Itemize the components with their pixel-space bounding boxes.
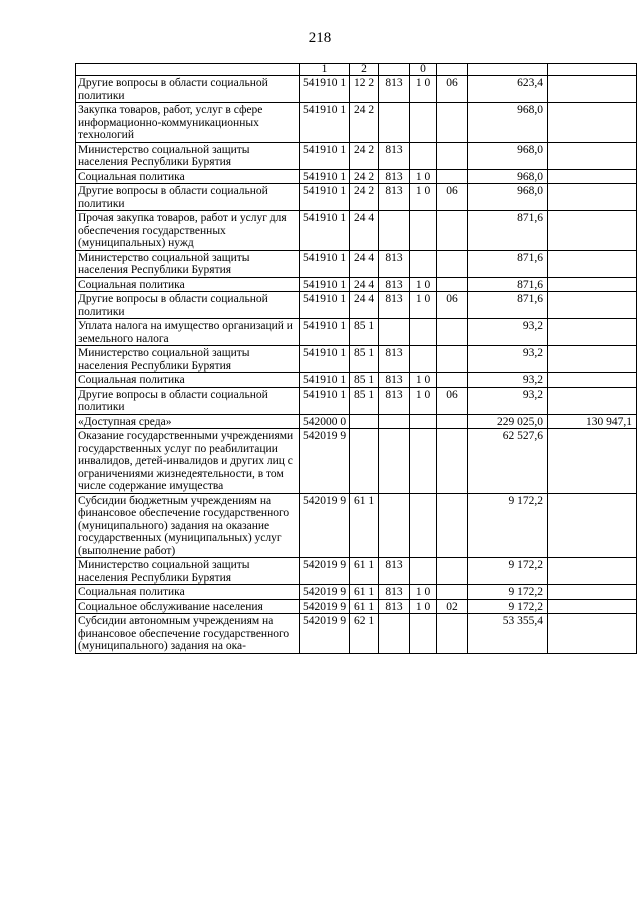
cell-amount: 968,0 xyxy=(468,142,548,169)
cell-administrator-code: 813 xyxy=(379,346,410,373)
cell-subsection xyxy=(437,142,468,169)
cell-amount-2 xyxy=(548,493,637,558)
cell-expense-type: 61 1 xyxy=(350,599,379,614)
table-row xyxy=(76,319,637,346)
cell-name: Уплата налога на имущество организаций и земельного налога xyxy=(76,319,300,346)
cell-section xyxy=(410,558,437,585)
cell-administrator-code xyxy=(379,429,410,494)
cell-target-article: 541910 1 xyxy=(300,184,350,211)
cell-administrator-code: 813 xyxy=(379,142,410,169)
table-row xyxy=(76,142,637,169)
cell-name: Социальная политика xyxy=(76,277,300,292)
cell-name: Субсидии бюджетным учреждениям на финансовое обеспечение государственного (муниципального) задания на оказание государственных (муниципальных) услуг (выполнение работ) xyxy=(76,493,300,558)
cell-section: 1 0 xyxy=(410,585,437,600)
cell-amount-2 xyxy=(548,614,637,654)
cell-expense-type: 24 4 xyxy=(350,211,379,251)
table-row xyxy=(76,76,637,103)
cell-name: Министерство социальной защиты населения Республики Бурятия xyxy=(76,250,300,277)
cell-administrator-code: 813 xyxy=(379,387,410,414)
cell-subsection: 06 xyxy=(437,184,468,211)
cell-expense-type: 85 1 xyxy=(350,373,379,388)
cell-target-article: 542019 9 xyxy=(300,599,350,614)
cell-target-article: 541910 1 xyxy=(300,319,350,346)
cell-subsection xyxy=(437,429,468,494)
cell-amount: 9 172,2 xyxy=(468,558,548,585)
cell-target-article: 541910 1 xyxy=(300,346,350,373)
table-row xyxy=(76,277,637,292)
cell-target-article: 541910 1 xyxy=(300,76,350,103)
header-cell-csr: 1 xyxy=(300,64,350,76)
cell-administrator-code: 813 xyxy=(379,76,410,103)
cell-amount: 9 172,2 xyxy=(468,493,548,558)
cell-amount-2 xyxy=(548,429,637,494)
cell-expense-type xyxy=(350,429,379,494)
cell-administrator-code: 813 xyxy=(379,585,410,600)
cell-section: 1 0 xyxy=(410,76,437,103)
cell-amount: 9 172,2 xyxy=(468,599,548,614)
cell-expense-type: 24 4 xyxy=(350,292,379,319)
cell-amount-2 xyxy=(548,184,637,211)
cell-administrator-code xyxy=(379,103,410,143)
cell-subsection xyxy=(437,414,468,429)
cell-name: Другие вопросы в области социальной политики xyxy=(76,387,300,414)
cell-amount-2: 130 947,1 xyxy=(548,414,637,429)
cell-name: Другие вопросы в области социальной политики xyxy=(76,184,300,211)
cell-name: Министерство социальной защиты населения Республики Бурятия xyxy=(76,346,300,373)
header-cell-pr xyxy=(437,64,468,76)
cell-expense-type: 85 1 xyxy=(350,319,379,346)
cell-subsection xyxy=(437,373,468,388)
cell-amount-2 xyxy=(548,103,637,143)
table-row xyxy=(76,211,637,251)
cell-subsection xyxy=(437,250,468,277)
cell-name: Другие вопросы в области социальной политики xyxy=(76,76,300,103)
cell-section: 1 0 xyxy=(410,169,437,184)
cell-administrator-code xyxy=(379,211,410,251)
cell-name: Закупка товаров, работ, услуг в сфере информационно-коммуникационных технологий xyxy=(76,103,300,143)
cell-administrator-code: 813 xyxy=(379,373,410,388)
header-row xyxy=(76,64,637,76)
table-row xyxy=(76,493,637,558)
cell-administrator-code xyxy=(379,414,410,429)
cell-section: 1 0 xyxy=(410,277,437,292)
cell-target-article: 541910 1 xyxy=(300,142,350,169)
cell-amount-2 xyxy=(548,142,637,169)
cell-target-article: 541910 1 xyxy=(300,250,350,277)
cell-section xyxy=(410,346,437,373)
cell-section: 1 0 xyxy=(410,373,437,388)
cell-amount: 93,2 xyxy=(468,387,548,414)
table-row xyxy=(76,250,637,277)
cell-amount-2 xyxy=(548,585,637,600)
cell-expense-type: 62 1 xyxy=(350,614,379,654)
budget-table xyxy=(75,63,637,654)
cell-amount-2 xyxy=(548,319,637,346)
header-cell-sum1 xyxy=(468,64,548,76)
cell-amount-2 xyxy=(548,250,637,277)
table-row xyxy=(76,414,637,429)
cell-expense-type: 61 1 xyxy=(350,585,379,600)
cell-administrator-code: 813 xyxy=(379,169,410,184)
cell-subsection xyxy=(437,585,468,600)
cell-target-article: 542019 9 xyxy=(300,614,350,654)
cell-target-article: 541910 1 xyxy=(300,387,350,414)
cell-name: Прочая закупка товаров, работ и услуг для обеспечения государственных (муниципальных) нужд xyxy=(76,211,300,251)
header-cell-name xyxy=(76,64,300,76)
table-row xyxy=(76,599,637,614)
cell-administrator-code: 813 xyxy=(379,599,410,614)
table-row xyxy=(76,614,637,654)
cell-subsection xyxy=(437,103,468,143)
cell-amount-2 xyxy=(548,292,637,319)
cell-target-article: 541910 1 xyxy=(300,277,350,292)
cell-amount-2 xyxy=(548,169,637,184)
cell-expense-type: 24 2 xyxy=(350,103,379,143)
cell-administrator-code: 813 xyxy=(379,250,410,277)
cell-name: Социальная политика xyxy=(76,169,300,184)
cell-administrator-code xyxy=(379,614,410,654)
cell-subsection xyxy=(437,211,468,251)
cell-subsection xyxy=(437,493,468,558)
cell-amount-2 xyxy=(548,558,637,585)
table-row xyxy=(76,373,637,388)
cell-expense-type: 61 1 xyxy=(350,558,379,585)
page-number: 218 xyxy=(308,30,332,46)
cell-subsection xyxy=(437,319,468,346)
cell-subsection: 06 xyxy=(437,76,468,103)
cell-section xyxy=(410,429,437,494)
cell-section xyxy=(410,211,437,251)
cell-subsection xyxy=(437,614,468,654)
cell-section xyxy=(410,250,437,277)
table-row xyxy=(76,184,637,211)
cell-target-article: 541910 1 xyxy=(300,373,350,388)
cell-name: Социальная политика xyxy=(76,585,300,600)
cell-name: Субсидии автономным учреждениям на финансовое обеспечение государственного (муниципального) задания на ока- xyxy=(76,614,300,654)
cell-amount: 871,6 xyxy=(468,292,548,319)
cell-section: 1 0 xyxy=(410,387,437,414)
cell-target-article: 542000 0 xyxy=(300,414,350,429)
cell-target-article: 542019 9 xyxy=(300,493,350,558)
cell-amount: 229 025,0 xyxy=(468,414,548,429)
cell-section xyxy=(410,103,437,143)
cell-name: Министерство социальной защиты населения Республики Бурятия xyxy=(76,558,300,585)
cell-amount: 623,4 xyxy=(468,76,548,103)
cell-expense-type: 12 2 xyxy=(350,76,379,103)
cell-section xyxy=(410,614,437,654)
cell-target-article: 542019 9 xyxy=(300,558,350,585)
cell-amount: 62 527,6 xyxy=(468,429,548,494)
cell-amount-2 xyxy=(548,346,637,373)
header-cell-rz: 0 xyxy=(410,64,437,76)
cell-target-article: 541910 1 xyxy=(300,103,350,143)
cell-amount: 871,6 xyxy=(468,211,548,251)
table-row xyxy=(76,346,637,373)
cell-name: «Доступная среда» xyxy=(76,414,300,429)
cell-expense-type: 24 4 xyxy=(350,277,379,292)
table-row xyxy=(76,429,637,494)
cell-target-article: 541910 1 xyxy=(300,169,350,184)
cell-administrator-code: 813 xyxy=(379,558,410,585)
cell-amount: 53 355,4 xyxy=(468,614,548,654)
cell-target-article: 542019 9 xyxy=(300,585,350,600)
cell-amount-2 xyxy=(548,211,637,251)
cell-subsection xyxy=(437,346,468,373)
cell-expense-type xyxy=(350,414,379,429)
cell-amount-2 xyxy=(548,76,637,103)
cell-name: Министерство социальной защиты населения Республики Бурятия xyxy=(76,142,300,169)
cell-name: Оказание государственными учреждениями государственных услуг по реабилитации инвалидов, детей-инвалидов и других лиц с ограничениями жизнедеятельности, в том числе содержание имущества xyxy=(76,429,300,494)
table-row xyxy=(76,558,637,585)
cell-administrator-code: 813 xyxy=(379,292,410,319)
cell-section: 1 0 xyxy=(410,599,437,614)
cell-target-article: 541910 1 xyxy=(300,292,350,319)
cell-target-article: 541910 1 xyxy=(300,211,350,251)
cell-subsection xyxy=(437,277,468,292)
cell-section: 1 0 xyxy=(410,184,437,211)
cell-administrator-code xyxy=(379,493,410,558)
cell-amount: 93,2 xyxy=(468,346,548,373)
cell-amount: 871,6 xyxy=(468,277,548,292)
cell-subsection xyxy=(437,558,468,585)
cell-expense-type: 24 2 xyxy=(350,184,379,211)
cell-subsection: 02 xyxy=(437,599,468,614)
cell-section xyxy=(410,493,437,558)
cell-expense-type: 24 2 xyxy=(350,142,379,169)
cell-expense-type: 85 1 xyxy=(350,346,379,373)
table-row xyxy=(76,169,637,184)
cell-subsection: 06 xyxy=(437,387,468,414)
cell-section xyxy=(410,319,437,346)
cell-amount: 968,0 xyxy=(468,103,548,143)
cell-name: Социальная политика xyxy=(76,373,300,388)
cell-administrator-code: 813 xyxy=(379,184,410,211)
cell-subsection: 06 xyxy=(437,292,468,319)
cell-amount: 968,0 xyxy=(468,184,548,211)
cell-expense-type: 85 1 xyxy=(350,387,379,414)
cell-name: Другие вопросы в области социальной политики xyxy=(76,292,300,319)
cell-amount-2 xyxy=(548,277,637,292)
table-row xyxy=(76,387,637,414)
cell-expense-type: 61 1 xyxy=(350,493,379,558)
cell-name: Социальное обслуживание населения xyxy=(76,599,300,614)
cell-amount: 93,2 xyxy=(468,319,548,346)
cell-expense-type: 24 4 xyxy=(350,250,379,277)
header-cell-vr: 2 xyxy=(350,64,379,76)
cell-amount: 93,2 xyxy=(468,373,548,388)
cell-section xyxy=(410,142,437,169)
header-cell-grbs xyxy=(379,64,410,76)
cell-section: 1 0 xyxy=(410,292,437,319)
table-row xyxy=(76,585,637,600)
cell-amount: 871,6 xyxy=(468,250,548,277)
table-row xyxy=(76,292,637,319)
cell-amount-2 xyxy=(548,387,637,414)
cell-administrator-code xyxy=(379,319,410,346)
table-row xyxy=(76,103,637,143)
header-cell-sum2 xyxy=(548,64,637,76)
cell-subsection xyxy=(437,169,468,184)
cell-administrator-code: 813 xyxy=(379,277,410,292)
cell-amount-2 xyxy=(548,373,637,388)
cell-amount-2 xyxy=(548,599,637,614)
cell-section xyxy=(410,414,437,429)
cell-expense-type: 24 2 xyxy=(350,169,379,184)
cell-amount: 9 172,2 xyxy=(468,585,548,600)
cell-amount: 968,0 xyxy=(468,169,548,184)
cell-target-article: 542019 9 xyxy=(300,429,350,494)
